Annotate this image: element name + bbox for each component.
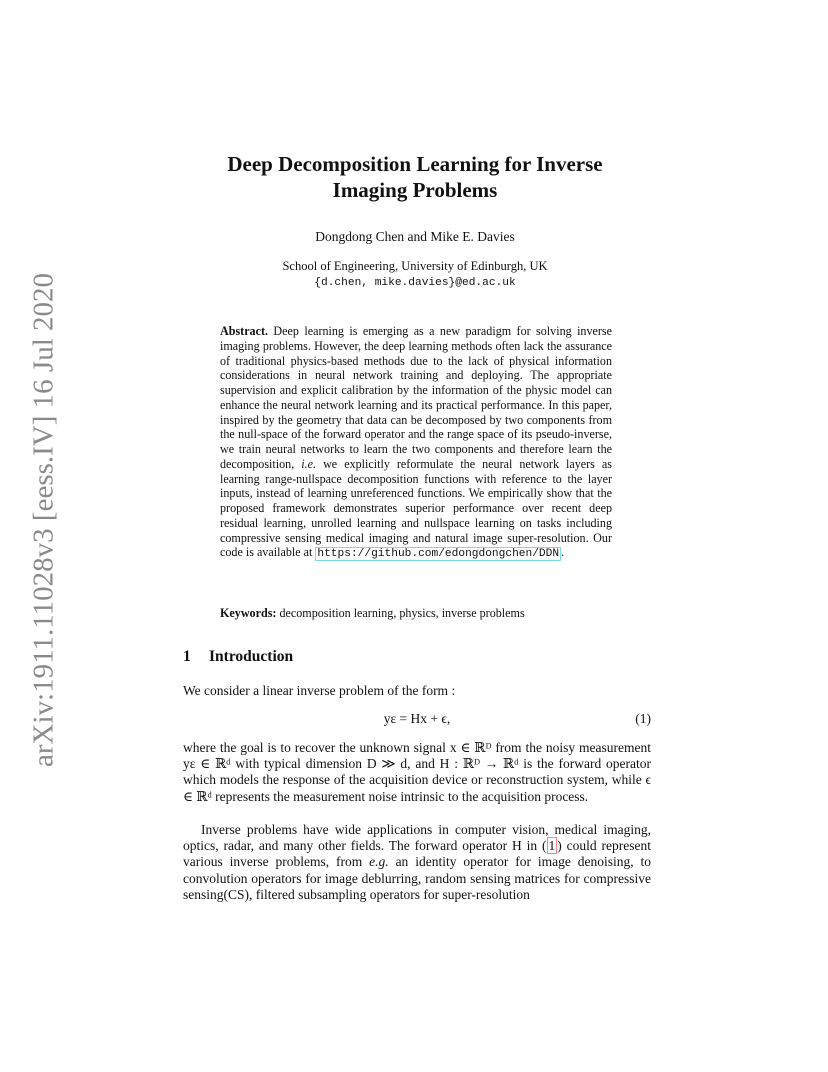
paper-title — [130, 151, 700, 203]
equation-1 — [183, 711, 651, 729]
abstract-label: Abstract. — [220, 324, 269, 338]
arxiv-sidebar — [22, 270, 66, 770]
p3-text-a: Inverse problems have wide applications in computer vision, medical imaging, optics, radar, and many other fields. The forward operator H in ( — [183, 822, 651, 854]
emails: {d.chen, mike.davies}@ed.ac.uk — [314, 277, 516, 289]
abstract-end: . — [561, 545, 565, 560]
p3-text-c: an identity operator for image denoising, to convolution operators for image deblurring, random sensing matrices for compressive sensing(CS), filtered subsampling operators for super-resolution — [183, 854, 651, 902]
intro-paragraph-2: where the goal is to recover the unknown signal x ∈ ℝᴰ from the noisy measurement yε ∈ ℝᵈ with typical dimension D ≫ d, and H : ℝᴰ → ℝᵈ is the forward operator which models the response of the acquisition device or reconstruction system, while ϵ ∈ ℝᵈ represents the measurement noise intrinsic to the acquisition process. — [183, 740, 651, 804]
code-link[interactable]: https://github.com/edongdongchen/DDN — [317, 548, 560, 561]
authors: Dongdong Chen and Mike E. Davies — [315, 229, 515, 244]
keywords-label: Keywords: — [220, 606, 277, 620]
intro-paragraph-3 — [183, 822, 651, 903]
keywords — [220, 606, 640, 621]
equation-number: (1) — [635, 711, 651, 726]
abstract — [220, 324, 612, 562]
equation-reference-link[interactable]: 1 — [548, 838, 556, 854]
intro-paragraph-1: We consider a linear inverse problem of the form : — [183, 683, 456, 698]
section-heading — [183, 648, 293, 666]
abstract-ie: i.e. — [301, 456, 317, 471]
title-line-1: Deep Decomposition Learning for Inverse — [227, 152, 603, 176]
arxiv-id: arXiv:1911.11028v3 [eess.IV] 16 Jul 2020 — [27, 272, 60, 768]
p3-text-b: ) could represent various inverse problems, from — [183, 838, 651, 870]
abstract-text-2: we explicitly reformulate the neural network layers as learning range-nullspace decomposition functions with reference to the layer inputs, instead of learning unreferenced functions. We empirically show that the proposed framework demonstrates superior performance over recent deep residual learning, unrolled learning and nullspace learning on tasks including compressive sensing medical imaging and natural image super-resolution. Our code is available at — [220, 456, 612, 560]
keywords-text: decomposition learning, physics, inverse problems — [276, 606, 525, 620]
affiliation-block — [130, 258, 700, 292]
equation-body: yε = Hx + ϵ, — [383, 711, 451, 726]
p3-eg: e.g. — [369, 854, 389, 870]
section-number: 1 — [183, 648, 191, 665]
affiliation: School of Engineering, University of Edinburgh, UK — [282, 259, 548, 273]
title-line-2: Imaging Problems — [332, 178, 498, 202]
abstract-text-1: Deep learning is emerging as a new paradigm for solving inverse imaging problems. However, the deep learning methods often lack the assurance of traditional physics-based methods due to the lack of physical information considerations in neural network training and deploying. The appropriate supervision and explicit calibration by the information of the physic model can enhance the neural network learning and its practical performance. In this paper, inspired by the geometry that data can be decomposed by two components from the null-space of the forward operator and the range space of its pseudo-inverse, we train neural networks to learn the two components and therefore learn the decomposition, — [220, 324, 612, 471]
section-title: Introduction — [209, 648, 294, 665]
